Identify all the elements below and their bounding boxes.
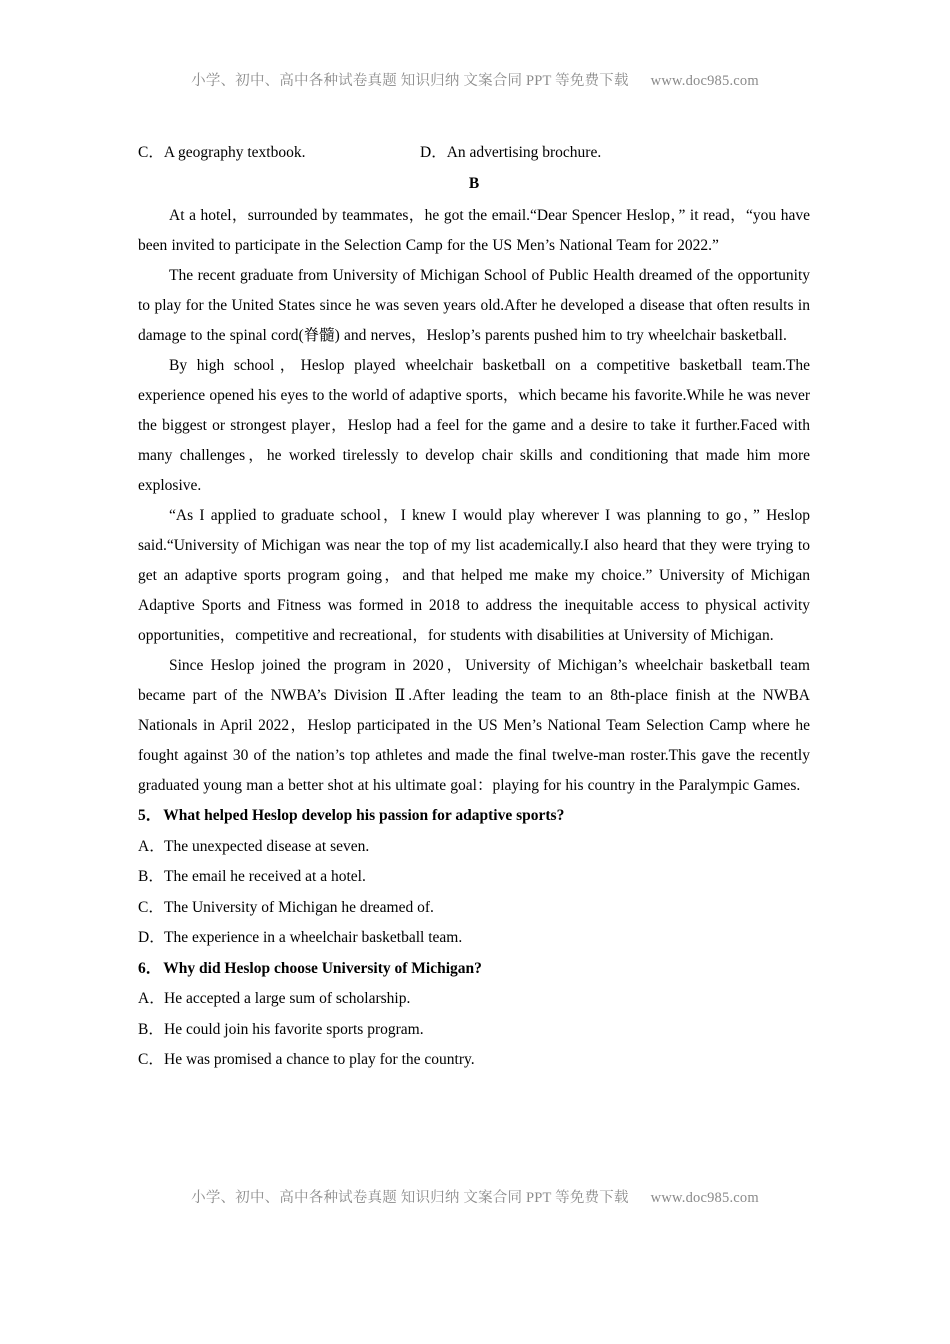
question-6-option-c-letter: C． (138, 1051, 164, 1068)
question-6-option-c-text: He was promised a chance to play for the country. (164, 1051, 475, 1068)
question-6-option-b-text: He could join his favorite sports program. (164, 1020, 424, 1038)
passage-paragraph-1: At a hotel，surrounded by teammates，he got the email.“Dear Spencer Heslop，” it read，“you have been invited to participate in the Selection Camp for the US Men’s National Team for 2022.” (138, 207, 810, 254)
passage-paragraph-4: “As I applied to graduate school，I knew I would play wherever I was planning to go，” Heslop said.“University of Michigan was near the top of my list academically.I also heard that they were trying to get an adaptive sports program going，and that helped me make my choice.” University of Michigan Adaptive Sports and Fitness was formed in 2018 to address the inequitable access to physical activity opportunities，competitive and recreational，for students with disabilities at University of Michigan. (138, 507, 810, 644)
page-content (138, 140, 810, 1076)
question-6-option-b-letter: B． (138, 1020, 164, 1038)
question-6-option-c[interactable] (138, 1045, 810, 1076)
passage-paragraph-2: The recent graduate from University of Michigan School of Public Health dreamed of the opportunity to play for the United States since he was seven years old.After he developed a disease that often results in damage to the spinal cord(脊髓) and nerves，Heslop’s parents pushed him to try wheelchair basketball. (138, 267, 810, 344)
watermark-bottom (0, 1186, 950, 1207)
question-5-option-b[interactable] (138, 862, 810, 893)
question-6-option-a-text: He accepted a large sum of scholarship. (164, 990, 411, 1007)
watermark-top (0, 69, 950, 90)
question-5-text: What helped Heslop develop his passion for adaptive sports? (163, 807, 565, 824)
passage-paragraph-3: By high school，Heslop played wheelchair basketball on a competitive basketball team.The experience opened his eyes to the world of adaptive sports，which became his favorite.While he was never the biggest or strongest player，Heslop had a feel for the game and a desire to take it further.Faced with many challenges，he worked tirelessly to develop chair skills and conditioning that made him more explosive. (138, 357, 810, 494)
question-5-option-b-letter: B． (138, 868, 164, 885)
section-heading-b: B (468, 175, 480, 192)
question-5-option-d[interactable] (138, 923, 810, 954)
previous-question-options (138, 140, 810, 166)
question-6-option-a-letter: A． (138, 990, 165, 1007)
question-5-option-a-text: The unexpected disease at seven. (164, 837, 370, 855)
watermark-top-site: www.doc985.com (650, 73, 759, 89)
watermark-bottom-site: www.doc985.com (650, 1190, 759, 1206)
question-5-option-a[interactable] (138, 832, 810, 863)
question-5-option-c[interactable] (138, 893, 810, 924)
question-6-text: Why did Heslop choose University of Michigan? (163, 959, 482, 977)
question-5-option-d-text: The experience in a wheelchair basketball team. (164, 929, 463, 946)
question-6-option-a[interactable] (138, 984, 810, 1015)
option-c-geography-textbook[interactable]: C．A geography textbook. (138, 144, 306, 161)
option-d-advertising-brochure[interactable]: D．An advertising brochure. (420, 144, 602, 161)
question-6-number: 6． (138, 959, 162, 977)
question-5-number: 5． (138, 807, 162, 824)
question-5-option-c-letter: C． (138, 898, 164, 916)
watermark-bottom-text: 小学、初中、高中各种试卷真题 知识归纳 文案合同 PPT 等免费下载 (191, 1190, 629, 1206)
question-5-stem (138, 801, 810, 832)
question-5-option-a-letter: A． (138, 837, 165, 855)
passage-paragraph-5: Since Heslop joined the program in 2020，University of Michigan’s wheelchair basketball team became part of the NWBA’s Division Ⅱ.After leading the team to an 8th-place finish at the NWBA Nationals in April 2022，Heslop participated in the US Men’s National Team Selection Camp where he fought against 30 of the nation’s top athletes and made the final twelve-man roster.This gave the recently graduated young man a better shot at his ultimate goal：playing for his country in the Paralympic Games. (138, 657, 810, 794)
question-6-option-b[interactable] (138, 1015, 810, 1046)
question-6-stem (138, 954, 810, 985)
question-5-option-b-text: The email he received at a hotel. (164, 868, 366, 885)
question-5-option-c-text: The University of Michigan he dreamed of. (164, 898, 434, 916)
question-5-option-d-letter: D． (138, 929, 165, 946)
watermark-top-text: 小学、初中、高中各种试卷真题 知识归纳 文案合同 PPT 等免费下载 (191, 73, 629, 89)
